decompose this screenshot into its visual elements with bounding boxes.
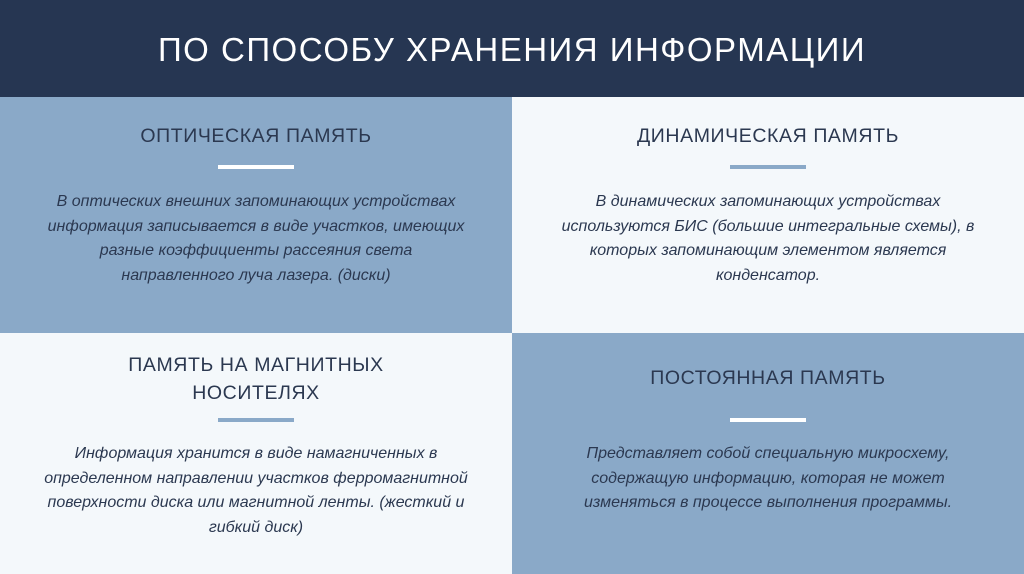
- card-optical-memory: [0, 97, 512, 333]
- header-bar: [0, 0, 1024, 97]
- card-description: В динамических запоминающих устройствах используются БИС (большие интегральные схемы), в которых запоминающим элементом является конденсатор.: [561, 193, 975, 284]
- card-description: Представляет собой специальную микросхему, содержащую информацию, которая не может изменяться в процессе выполнения программы.: [583, 445, 953, 511]
- content-grid: [0, 97, 1024, 574]
- heading-divider: [218, 418, 294, 422]
- card-description: Информация хранится в виде намагниченных в определенном направлении участков ферромагнитной поверхности диска или магнитной ленты. (жесткий и гибкий диск): [44, 445, 468, 536]
- slide-title: ПО СПОСОБУ ХРАНЕНИЯ ИНФОРМАЦИИ: [157, 30, 867, 68]
- card-heading: ПАМЯТЬ НА МАГНИТНЫХ НОСИТЕЛЯХ: [128, 354, 384, 404]
- card-description: В оптических внешних запоминающих устройствах информация записывается в виде участков, имеющих разные коэффициенты рассеяния света направленного луча лазера. (диски): [47, 193, 465, 284]
- heading-divider: [730, 165, 806, 169]
- heading-divider: [218, 165, 294, 169]
- heading-divider: [730, 418, 806, 422]
- card-heading: ПОСТОЯННАЯ ПАМЯТЬ: [650, 367, 886, 389]
- card-heading: ОПТИЧЕСКАЯ ПАМЯТЬ: [140, 125, 372, 147]
- card-heading: ДИНАМИЧЕСКАЯ ПАМЯТЬ: [637, 125, 899, 147]
- card-magnetic-memory: [0, 333, 512, 574]
- card-permanent-memory: [512, 333, 1024, 574]
- card-dynamic-memory: [512, 97, 1024, 333]
